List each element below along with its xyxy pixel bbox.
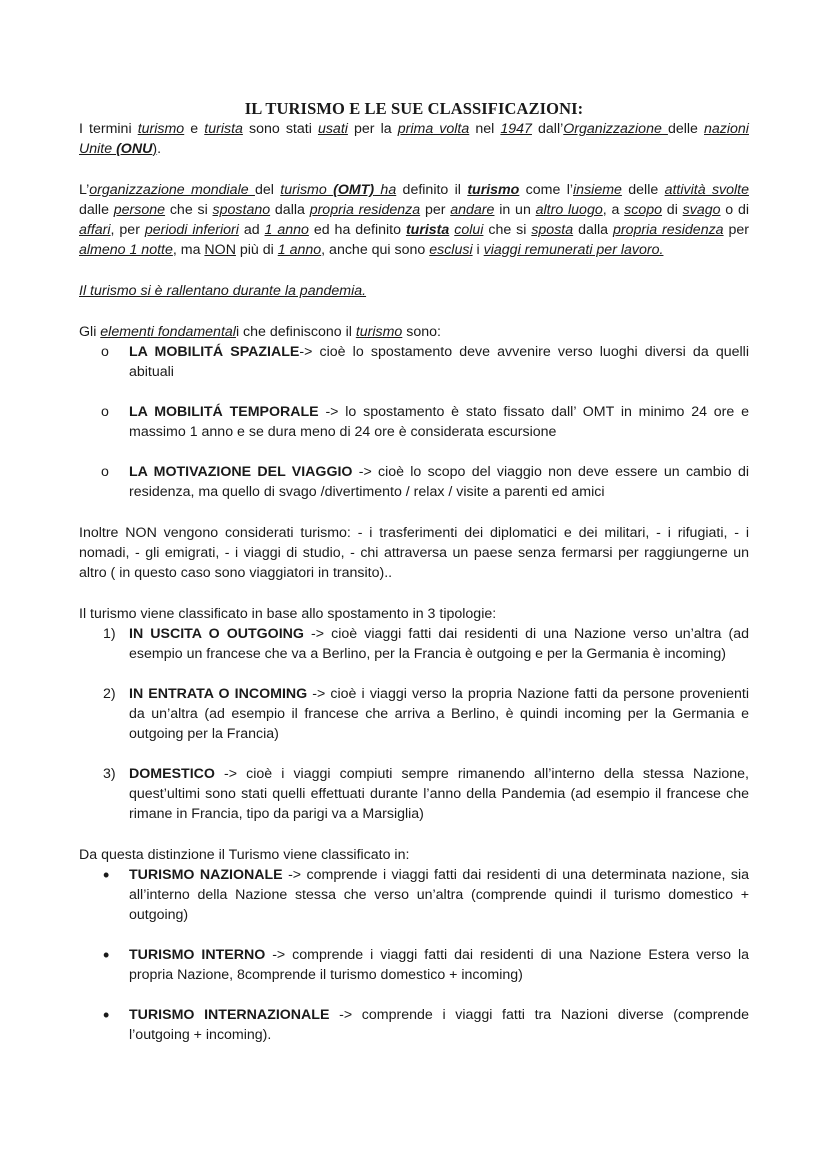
emphasized-text: affari [79,222,111,238]
text-segment: i che definiscono il [235,324,356,340]
text-segment: di [662,202,683,218]
item-label: DOMESTICO [129,766,215,782]
text-segment: che si [165,202,213,218]
list-item [79,624,749,664]
emphasized-text: spostano [212,202,271,218]
text-segment: delle [621,182,665,198]
text-segment: , anche qui sono [321,242,430,258]
item-label: TURISMO NAZIONALE [129,867,283,883]
emphasized-text: turista [405,222,450,238]
paragraph-fundamental-elements [79,322,749,342]
emphasized-text: organizzazione mondiale [89,182,255,198]
text-segment: per [420,202,451,218]
fundamental-elements-list [79,342,749,502]
text-segment: per la [347,121,398,137]
emphasized-text: 1 anno [277,242,322,258]
emphasized-text: (ONU [116,141,153,157]
emphasized-text: viaggi remunerati per lavoro. [483,242,664,258]
text-segment: ed ha definito [308,222,406,238]
emphasized-text: Organizzazione [563,121,668,137]
item-label: LA MOBILITÁ SPAZIALE [129,344,300,360]
emphasized-text: nazioni Unite [79,121,749,157]
text-segment: , ma [172,242,205,258]
document-title: IL TURISMO E LE SUE CLASSIFICAZIONI: [244,99,584,118]
item-label: IN USCITA O OUTGOING [129,626,304,642]
emphasized-text: periodi inferiori [144,222,239,238]
emphasized-text: Il turismo si è rallentano durante la pandemia. [79,283,367,299]
item-label: LA MOTIVAZIONE DEL VIAGGIO [129,464,353,480]
text-segment: delle [667,121,704,137]
item-text: -> comprende i viaggi fatti dai residenti di una Nazione Estera verso la propria Nazione, 8comprende il turismo domestico + incoming) [129,947,749,983]
emphasized-text: andare [450,202,495,218]
list-item [79,1005,749,1045]
list-item [79,462,749,502]
tourism-types-list [79,624,749,824]
tourism-categories-list [79,865,749,1045]
text-segment: ad [238,222,265,238]
emphasized-text: altro luogo [535,202,603,218]
paragraph-classification-intro: Il turismo viene classificato in base allo spostamento in 3 tipologie: [79,606,497,622]
text-segment: in un [494,202,536,218]
emphasized-text: turismo [467,182,520,198]
text-segment: o di [720,202,750,218]
text-segment: dalle [79,202,114,218]
item-number: 1) [103,626,116,642]
emphasized-text: turismo [355,324,403,340]
list-item [79,342,749,382]
text-segment: dalla [573,222,613,238]
text-segment: più di [235,242,278,258]
emphasized-text: propria residenza [309,202,421,218]
item-text: -> cioè i viaggi compiuti sempre rimanendo all’interno della stessa Nazione, quest’ultimi sono stati quelli effettuati durante l’anno della Pandemia (ad esempio il francese che rimane in Francia, tipo da parigi va a Marsiglia) [129,766,749,822]
text-segment: che si [483,222,532,238]
text-segment: del [254,182,281,198]
item-text: -> comprende i viaggi fatti dai residenti di una determinata nazione, sia all’interno della Nazione stessa che verso un’altra (comprende quindi il turismo domestico + outgoing) [129,867,749,923]
emphasized-text: attività svolte [664,182,750,198]
emphasized-text: prima volta [397,121,470,137]
paragraph-definition-origin [79,119,749,159]
emphasized-text: propria residenza [612,222,724,238]
emphasized-text: elementi fondamental [100,324,236,340]
item-label: TURISMO INTERNO [129,947,266,963]
paragraph-distinction-intro: Da questa distinzione il Turismo viene classificato in: [79,847,410,863]
text-segment: Gli [79,324,101,340]
list-item [79,764,749,824]
item-text: -> cioè lo spostamento deve avvenire verso luoghi diversi da quelli abituali [129,344,749,380]
emphasized-text: NON [204,242,236,258]
text-segment: per [723,222,750,238]
item-label: LA MOBILITÁ TEMPORALE [129,404,319,420]
text-segment: , per [110,222,145,238]
text-segment: come l’ [519,182,574,198]
emphasized-text: svago [682,202,721,218]
item-text: -> comprende i viaggi fatti tra Nazioni diverse (comprende l’outgoing + incoming). [129,1007,749,1043]
item-number: 3) [103,766,116,782]
emphasized-text: persone [113,202,166,218]
emphasized-text: sposta [531,222,574,238]
emphasized-text: ) [152,141,158,157]
list-item [79,684,749,744]
item-text: -> cioè viaggi fatti dai residenti di una Nazione verso un’altra (ad esempio un francese che va a Berlino, per la Francia è outgoing e per la Germania è incoming) [129,626,749,662]
text-segment: dall’ [531,121,564,137]
list-item [79,402,749,442]
emphasized-text: scopo [624,202,663,218]
circle-bullet-icon: o [101,344,109,360]
emphasized-text: colui [454,222,484,238]
text-segment: sono stati [242,121,318,137]
emphasized-text: 1 anno [264,222,309,238]
emphasized-text: esclusi [429,242,473,258]
emphasized-text: 1947 [500,121,532,137]
text-segment: dalla [270,202,310,218]
bullet-icon: • [103,945,110,965]
text-segment: I termini [79,121,138,137]
emphasized-text: insieme [573,182,622,198]
paragraph-pandemic-note [79,281,749,301]
item-text: -> lo spostamento è stato fissato dall’ OMT in minimo 24 ore e massimo 1 anno e se dura meno di 24 ore è considerata escursione [129,404,750,440]
emphasized-text: usati [317,121,348,137]
emphasized-text: turismo [280,182,334,198]
circle-bullet-icon: o [101,404,109,420]
text-segment: definito il [396,182,468,198]
emphasized-text: ha [374,182,397,198]
item-number: 2) [103,686,116,702]
bullet-icon: • [103,1005,110,1025]
text-segment: L’ [79,182,90,198]
list-item [79,865,749,925]
item-text: -> cioè lo scopo del viaggio non deve essere un cambio di residenza, ma quello di svago /divertimento / relax / visite a parenti ed amici [129,464,749,500]
item-text: -> cioè i viaggi verso la propria Nazione fatti da persone provenienti da un’altra (ad esempio il francese che arriva a Berlino, è quindi incoming per la Germania e outgoing per la Francia) [129,686,750,742]
text-segment: nel [469,121,501,137]
paragraph-not-tourism: Inoltre NON vengono considerati turismo: - i trasferimenti dei diplomatici e dei militari, - i rifugiati, - i nomadi, - gli emigrati, - i viaggi di studio, - chi attraversa un paese senza fermarsi per raggiungerne un altro ( in questo caso sono viaggiatori in transito).. [79,525,749,581]
text-segment: , a [602,202,625,218]
emphasized-text: turista [204,121,243,137]
emphasized-text: almeno 1 notte [79,242,173,258]
paragraph-omt-definition [79,180,749,260]
list-item [79,945,749,985]
emphasized-text: turismo [137,121,185,137]
emphasized-text: (OMT) [333,182,375,198]
item-label: IN ENTRATA O INCOMING [129,686,308,702]
text-segment: e [184,121,205,137]
text-segment: . [157,141,162,157]
circle-bullet-icon: o [101,464,109,480]
bullet-icon: • [103,865,110,885]
item-label: TURISMO INTERNAZIONALE [129,1007,330,1023]
document-page [79,99,749,1066]
text-segment: i [472,242,484,258]
text-segment: sono: [402,324,441,340]
